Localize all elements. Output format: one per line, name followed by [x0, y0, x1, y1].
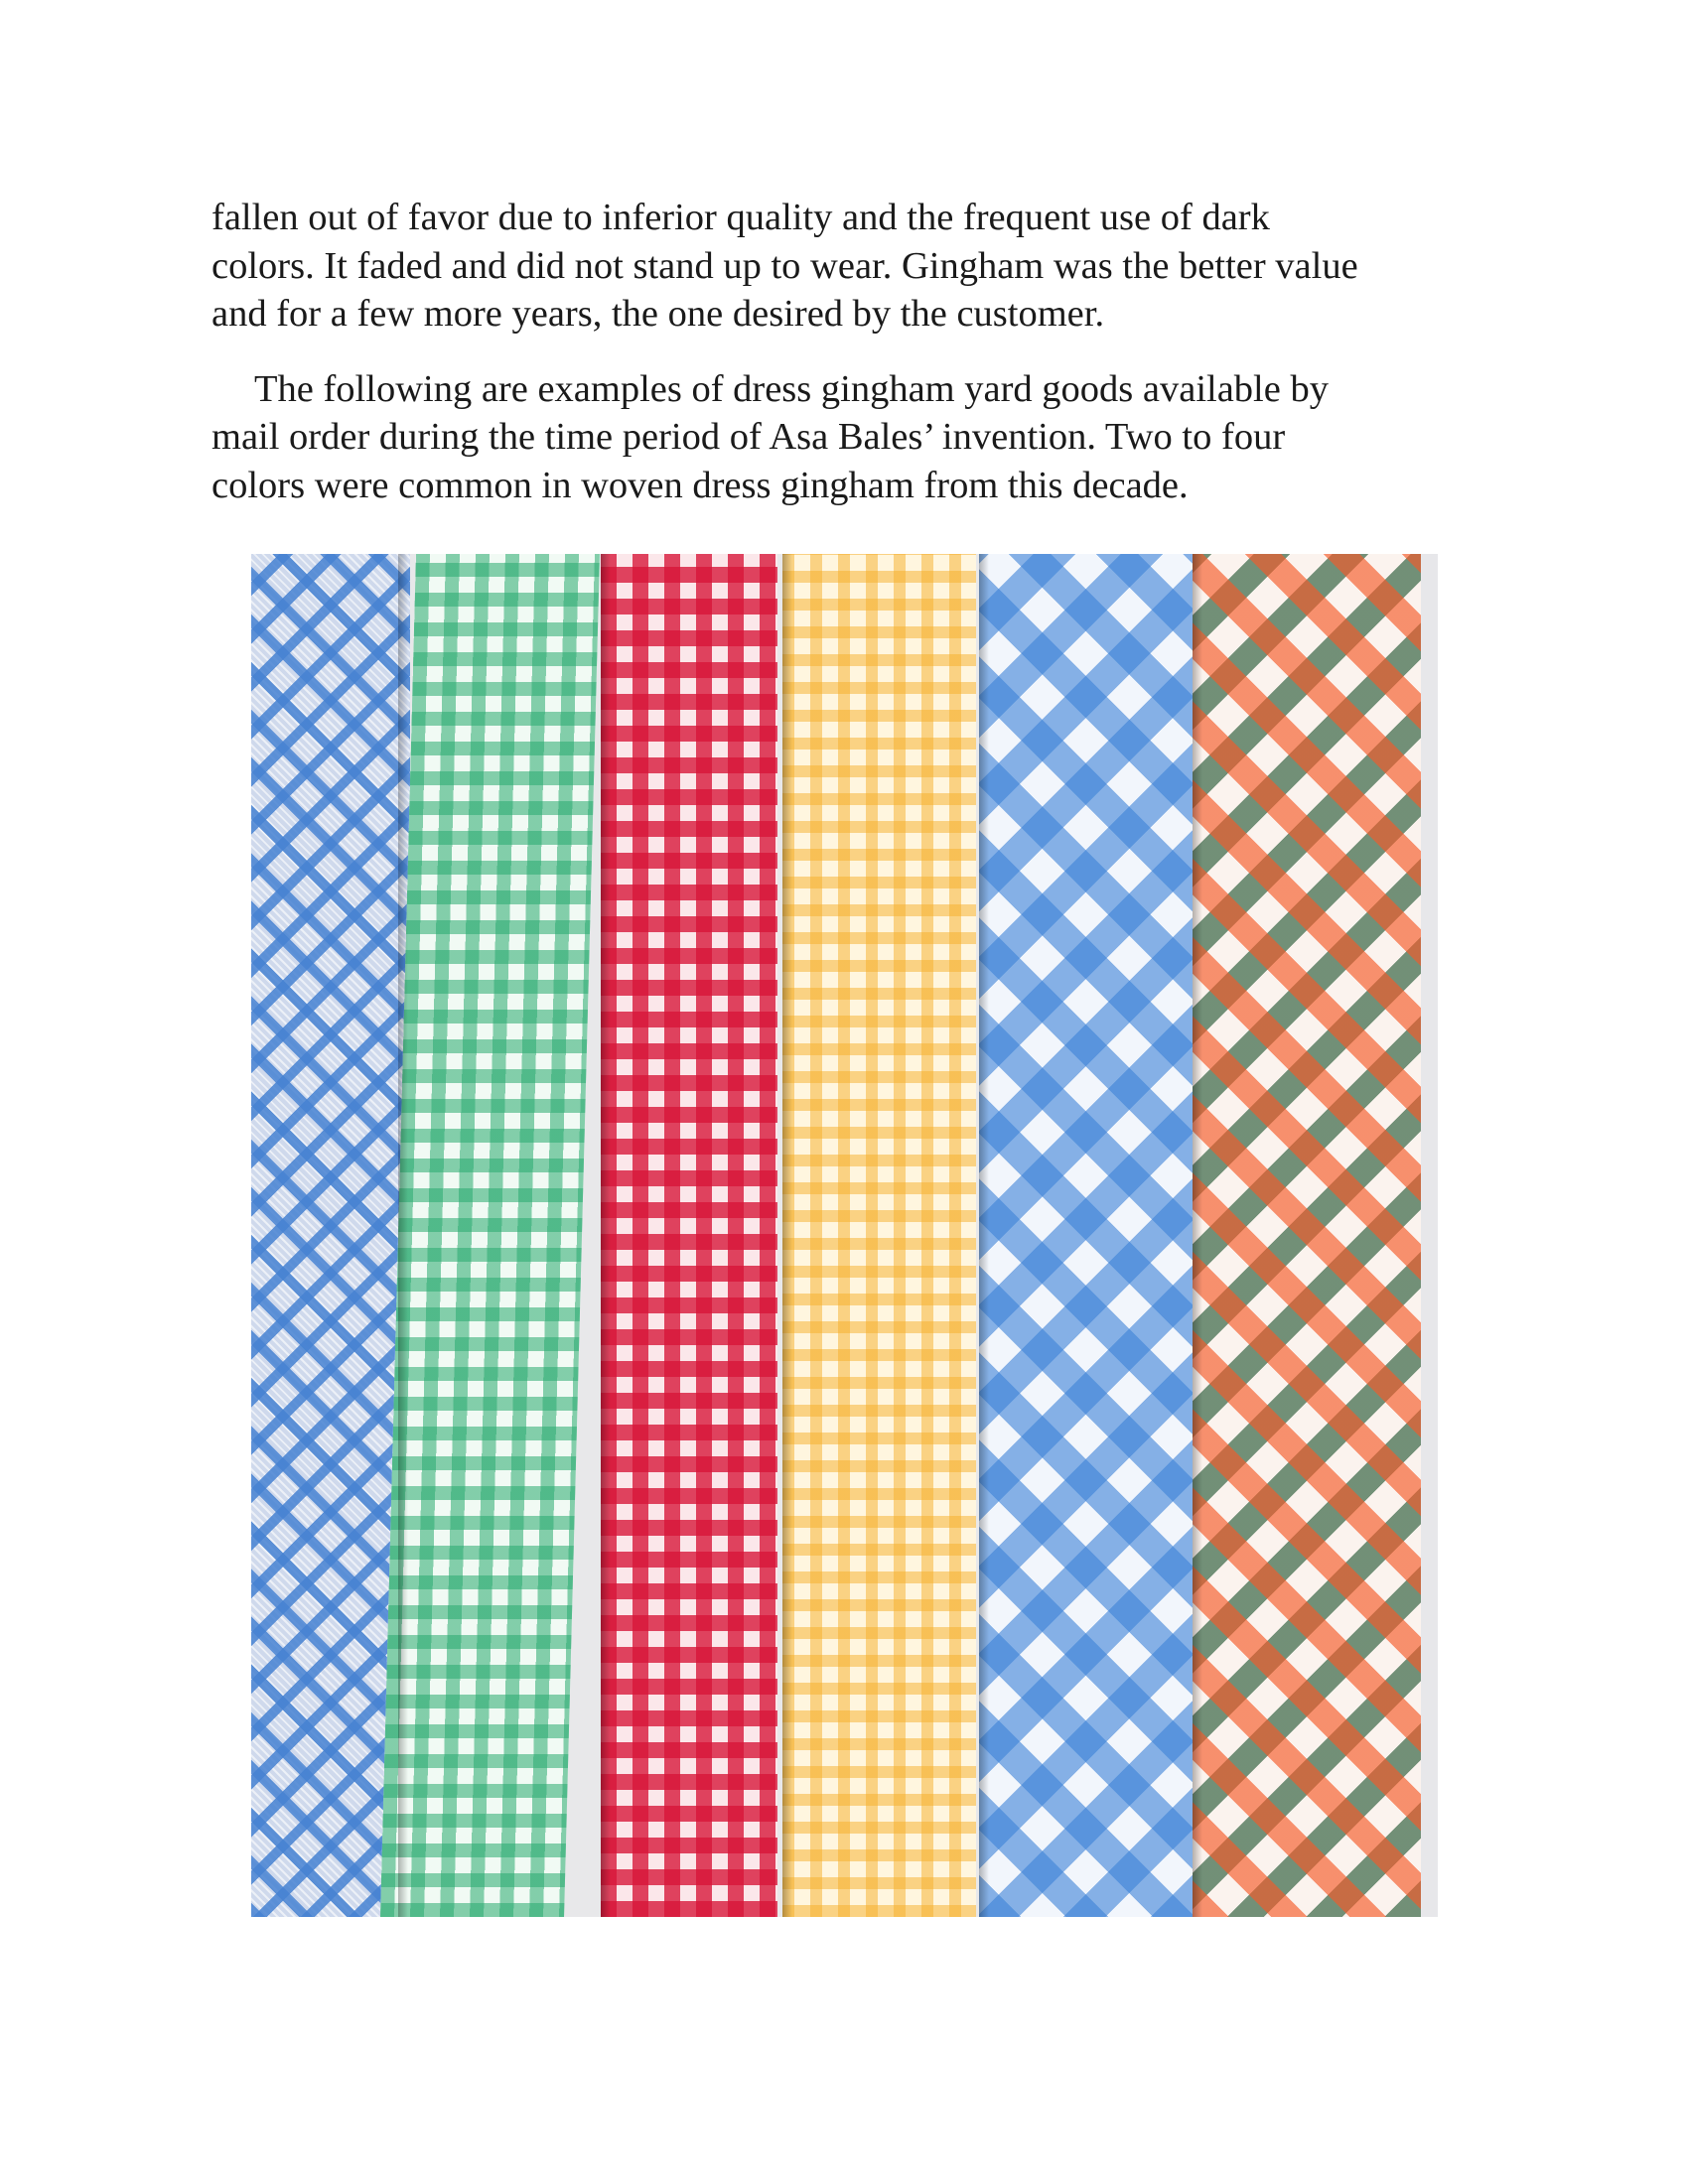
gingham-fabric-photo	[251, 554, 1438, 1917]
fold-shadow	[979, 554, 989, 1917]
fold-shadow	[601, 554, 611, 1917]
paragraph-1	[211, 194, 1492, 339]
paragraph-2	[211, 365, 1492, 510]
fabric-blue-bias-check	[979, 554, 1193, 1917]
text-line: colors were common in woven dress gingham from this decade.	[211, 464, 1189, 506]
fold-shadow	[1193, 554, 1202, 1917]
fabric-green-gingham	[380, 554, 600, 1917]
fabric-red-gingham	[601, 554, 777, 1917]
text-line: The following are examples of dress gingham yard goods available by	[254, 367, 1329, 410]
text-line: colors. It faded and did not stand up to wear. Gingham was the better value	[211, 244, 1358, 287]
photo-edge	[1421, 554, 1438, 1917]
fabric-yellow-gingham	[782, 554, 976, 1917]
text-line: mail order during the time period of Asa Bales’ invention. Two to four	[211, 416, 1286, 458]
text-line: fallen out of favor due to inferior quality and the frequent use of dark	[211, 197, 1270, 238]
body-text	[211, 194, 1492, 509]
fabric-orange-green-bias-check	[1193, 554, 1421, 1917]
fold-shadow	[782, 554, 792, 1917]
text-line: and for a few more years, the one desired by the customer.	[211, 293, 1105, 335]
fold-shadow	[398, 554, 408, 1917]
